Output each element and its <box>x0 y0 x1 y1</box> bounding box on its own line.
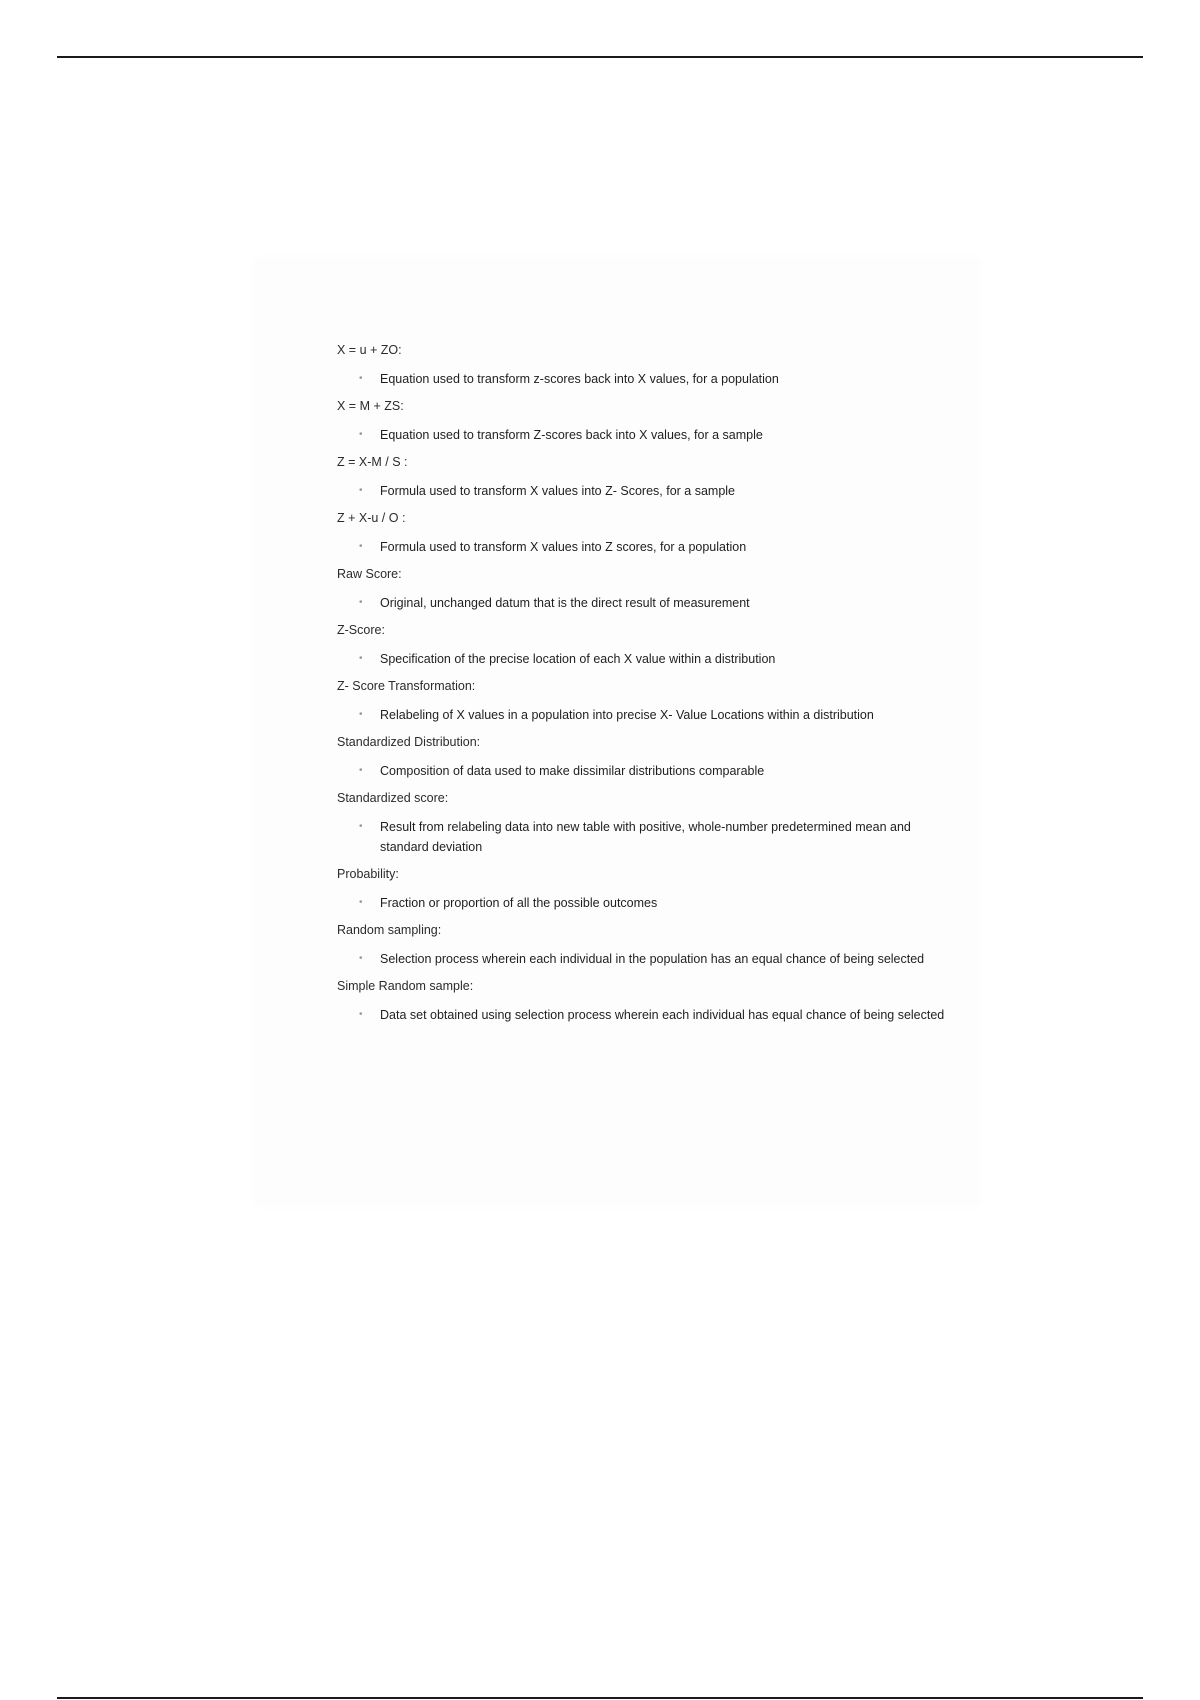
bullet-icon: • <box>359 485 363 496</box>
definition-text: Relabeling of X values in a population into precise X- Value Locations within a distribution <box>380 708 874 722</box>
header-rule <box>57 56 1143 58</box>
term-title: X = M + ZS: <box>337 399 404 413</box>
definition-list <box>337 593 947 613</box>
bullet-icon: • <box>359 1009 363 1020</box>
definition-item <box>337 705 947 725</box>
bullet-icon: • <box>359 709 363 720</box>
bullet-icon: • <box>359 653 363 664</box>
definition-text: Formula used to transform X values into Z- Scores, for a sample <box>380 484 735 498</box>
bullet-icon: • <box>359 541 363 552</box>
term-title: X = u + ZO: <box>337 343 402 357</box>
definition-item <box>337 537 947 557</box>
definition-text: Equation used to transform z-scores back into X values, for a population <box>380 372 779 386</box>
definition-item <box>337 425 947 445</box>
term-title: Standardized score: <box>337 791 449 805</box>
definition-item <box>337 949 947 969</box>
term-title: Probability: <box>337 867 399 881</box>
definition-list <box>337 537 947 557</box>
footer-rule <box>57 1697 1143 1699</box>
term-title: Standardized Distribution: <box>337 735 481 749</box>
definition-text: Specification of the precise location of each X value within a distribution <box>380 652 776 666</box>
bullet-icon: • <box>359 597 363 608</box>
definition-text: Formula used to transform X values into Z scores, for a population <box>380 540 747 554</box>
bullet-icon: • <box>359 897 363 908</box>
term-title: Z + X-u / O : <box>337 511 406 525</box>
definition-item <box>337 649 947 669</box>
definition-text: Data set obtained using selection process wherein each individual has equal chance of being selected <box>380 1008 945 1022</box>
definition-text: Composition of data used to make dissimilar distributions comparable <box>380 764 765 778</box>
definition-item <box>337 1005 947 1025</box>
bullet-icon: • <box>359 821 363 832</box>
definition-list <box>337 705 947 725</box>
definition-text: Fraction or proportion of all the possible outcomes <box>380 896 658 910</box>
definition-item <box>337 817 947 857</box>
definition-item <box>337 481 947 501</box>
definition-item <box>337 761 947 781</box>
definition-text: Result from relabeling data into new table with positive, whole-number predetermined mean and standard deviation <box>380 820 911 854</box>
definition-list <box>337 649 947 669</box>
definition-item <box>337 893 947 913</box>
term-title: Z- Score Transformation: <box>337 679 476 693</box>
definition-list <box>337 369 947 389</box>
definition-list <box>337 893 947 913</box>
definition-list <box>337 425 947 445</box>
definition-item <box>337 593 947 613</box>
definition-list <box>337 481 947 501</box>
term-title: Z-Score: <box>337 623 385 637</box>
definition-list <box>337 761 947 781</box>
definition-text: Original, unchanged datum that is the direct result of measurement <box>380 596 750 610</box>
bullet-icon: • <box>359 373 363 384</box>
term-title: Raw Score: <box>337 567 402 581</box>
definition-list <box>337 817 947 857</box>
definition-list <box>337 949 947 969</box>
term-title: Simple Random sample: <box>337 979 474 993</box>
flashcard-page <box>255 258 979 1206</box>
bullet-icon: • <box>359 429 363 440</box>
definition-list <box>337 1005 947 1025</box>
definition-item <box>337 369 947 389</box>
bullet-icon: • <box>359 953 363 964</box>
bullet-icon: • <box>359 765 363 776</box>
definition-text: Selection process wherein each individual in the population has an equal chance of being selected <box>380 952 925 966</box>
term-list <box>337 342 947 1034</box>
term-title: Z = X-M / S : <box>337 455 408 469</box>
definition-text: Equation used to transform Z-scores back into X values, for a sample <box>380 428 763 442</box>
term-title: Random sampling: <box>337 923 442 937</box>
